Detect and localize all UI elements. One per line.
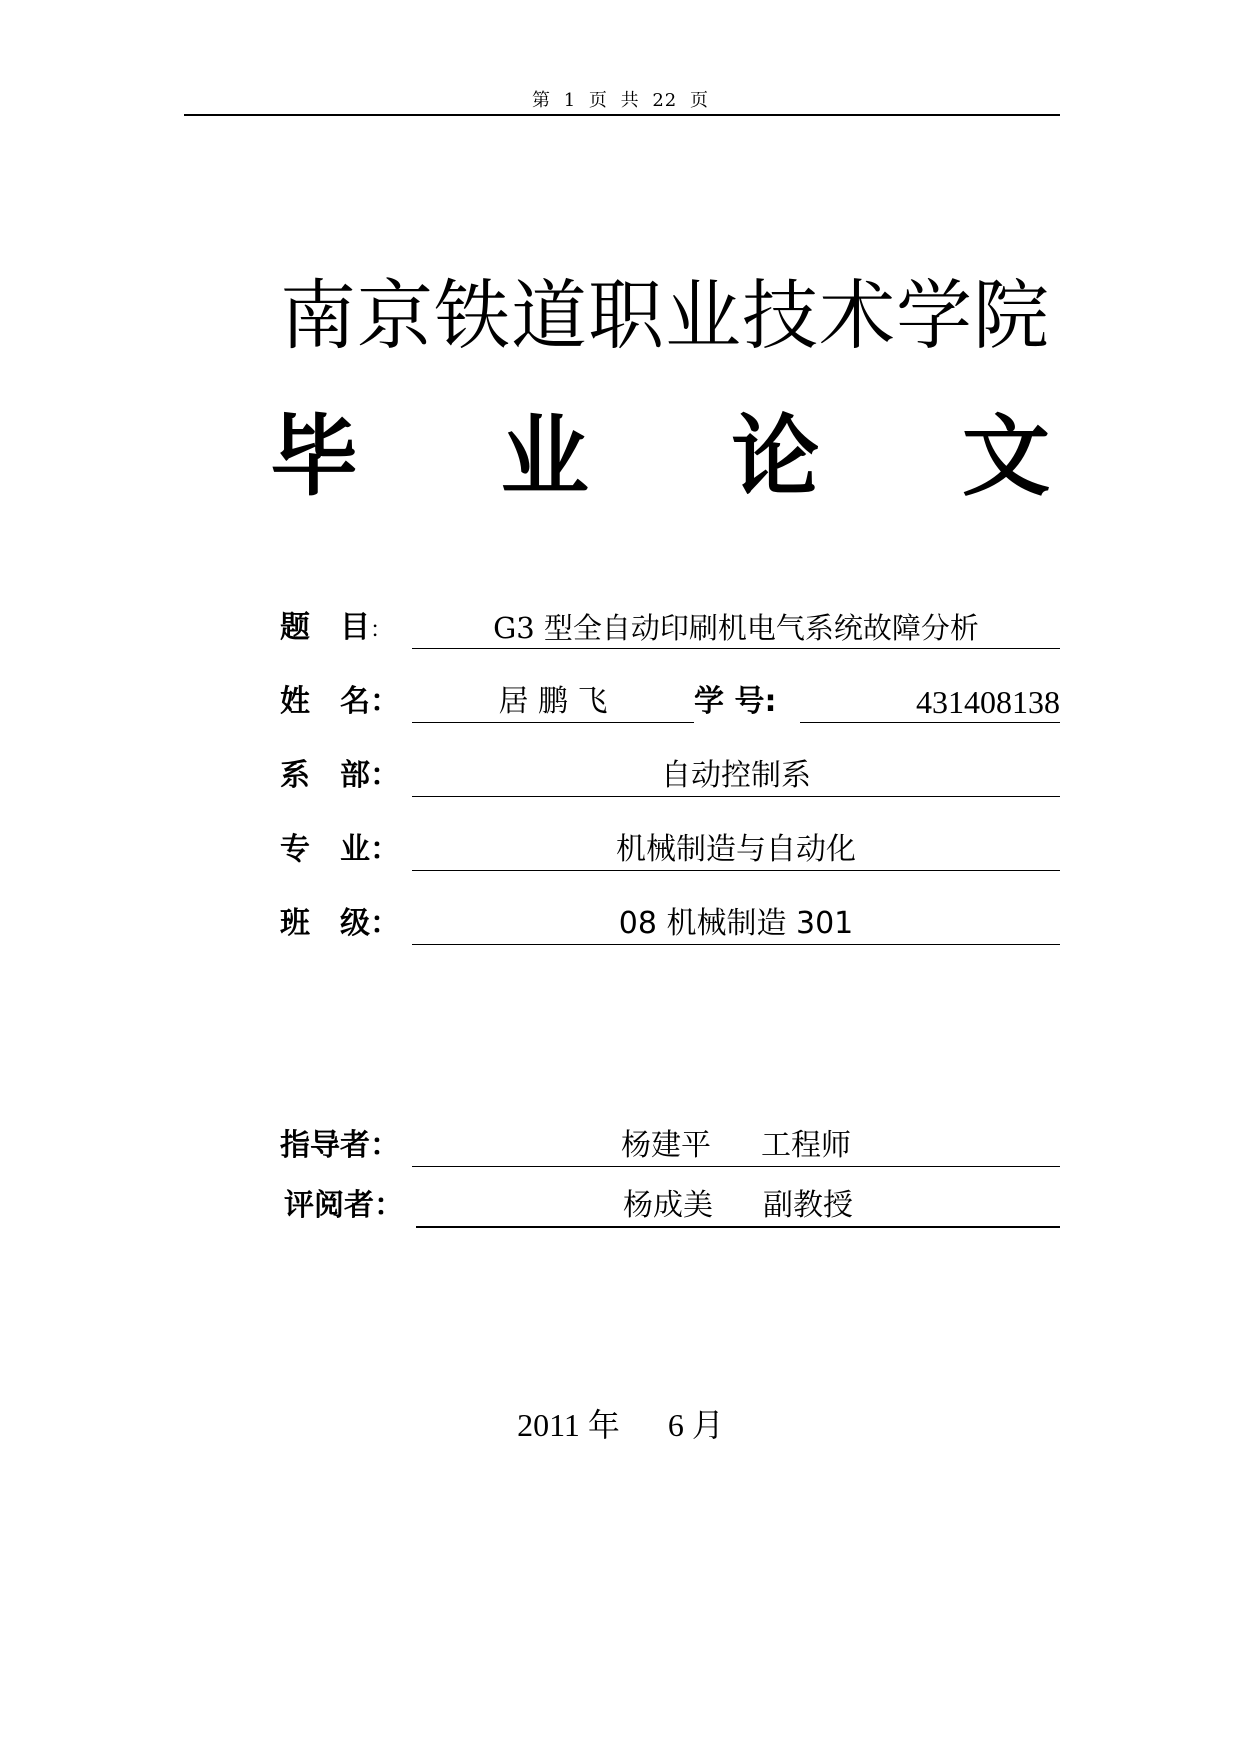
reviewer-row (284, 1182, 1064, 1230)
name-value: 居 鹏 飞 (412, 678, 694, 723)
advisor-title: 工程师 (761, 1128, 851, 1163)
title-row (280, 604, 1060, 652)
date-year-unit: 年 (587, 1407, 620, 1443)
page-number-info: 第 1 页 共 22 页 (532, 90, 709, 111)
major-row (280, 826, 1060, 874)
name-label: 姓 名： (280, 684, 400, 719)
reviewer-title: 副教授 (763, 1188, 853, 1223)
major-value: 机械制造与自动化 (412, 826, 1060, 871)
department-value: 自动控制系 (412, 752, 1060, 797)
submission-date (0, 1400, 1241, 1446)
department-label: 系 部： (280, 758, 400, 793)
title-value: G3 型全自动印刷机电气系统故障分析 (412, 604, 1060, 649)
advisor-value (412, 1122, 1060, 1167)
reviewer-label: 评阅者： (284, 1188, 404, 1223)
date-month-unit: 月 (691, 1407, 724, 1443)
advisor-label: 指导者： (280, 1128, 400, 1163)
advisor-name: 杨建平 (621, 1128, 711, 1163)
department-row (280, 752, 1060, 800)
reviewer-name: 杨成美 (623, 1188, 713, 1223)
date-month: 6 (667, 1407, 684, 1443)
class-value: 08 机械制造 301 (412, 900, 1060, 945)
student-id-value: 431408138 (800, 678, 1060, 723)
page-header (0, 86, 1241, 112)
doc-type-char: 文 (961, 405, 1050, 508)
reviewer-value (416, 1182, 1060, 1228)
doc-type-char: 业 (500, 405, 589, 508)
class-row (280, 900, 1060, 948)
doc-type-char: 论 (731, 405, 820, 508)
date-year: 2011 (517, 1407, 580, 1443)
student-id-label: 学 号: (694, 684, 777, 719)
advisor-row (280, 1122, 1060, 1170)
title-label: 题 目： (280, 610, 393, 645)
class-label: 班 级： (280, 906, 400, 941)
doc-type-char: 毕 (270, 405, 359, 508)
document-type-heading (270, 400, 1050, 508)
school-name: 南京铁道职业技术学院 (280, 271, 1050, 360)
major-label: 专 业： (280, 832, 400, 867)
header-divider (184, 114, 1060, 116)
name-row (280, 678, 1060, 726)
